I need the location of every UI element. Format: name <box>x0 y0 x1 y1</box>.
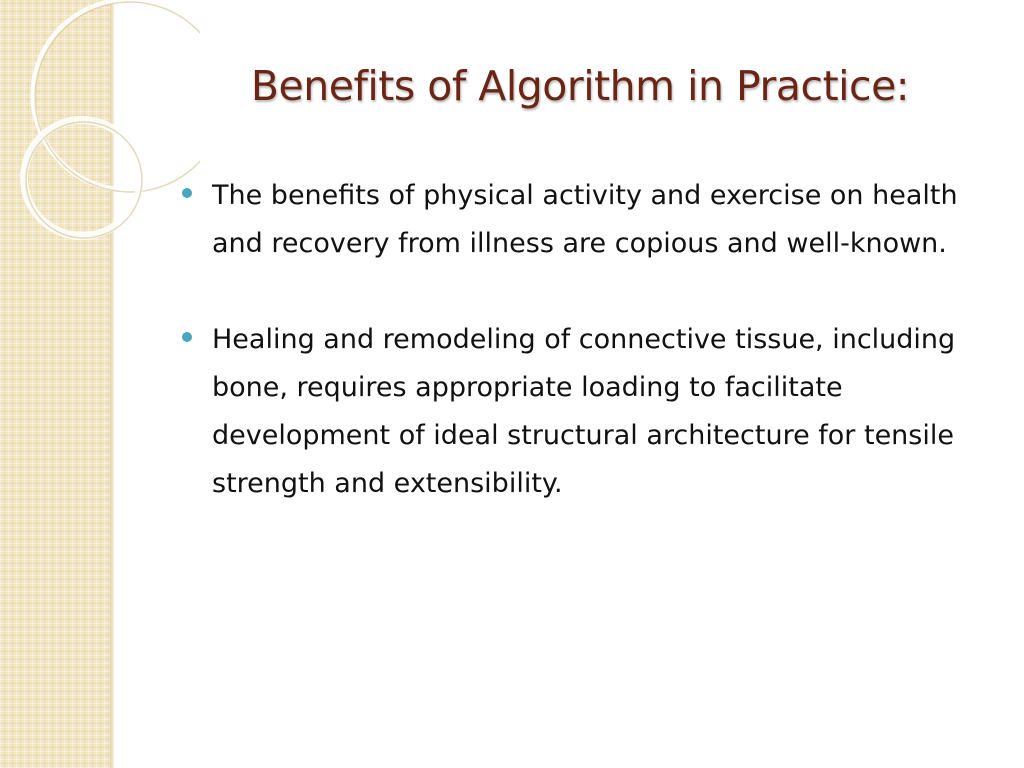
bullet-text: The benefits of physical activity and exercise on health and recovery from illness are copious and well-known. <box>212 180 958 259</box>
bullet-dot-icon <box>182 188 192 198</box>
bullet-item <box>182 316 992 508</box>
bullet-item <box>182 172 992 268</box>
slide-title: Benefits of Algorithm in Practice: <box>250 62 910 110</box>
bullet-list <box>182 172 992 556</box>
decorative-rings <box>0 0 200 260</box>
bullet-text: Healing and remodeling of connective tissue, including bone, requires appropriate loading to facilitate development of ideal structural architecture for tensile strength and extensibility. <box>212 324 956 499</box>
bullet-dot-icon <box>182 332 192 342</box>
